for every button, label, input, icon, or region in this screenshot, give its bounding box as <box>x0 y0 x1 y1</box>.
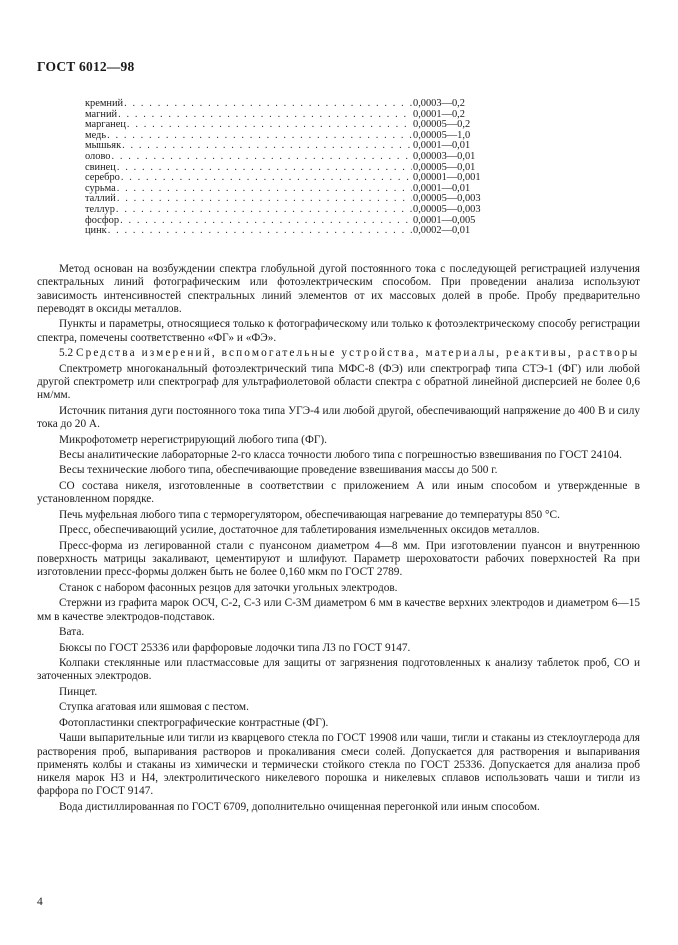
dot-leader <box>117 194 412 205</box>
paragraph-press-form: Пресс-форма из легированной стали с пуансоном диаметром 4—8 мм. При изготовлении пуансон и внутреннюю поверхность матрицы закаливают, цементируют и шлифуют. Параметр шероховатости рабочих поверхностей Ra при изготовлении пресс-формы должен быть не более 0,160 мкм по ГОСТ 2789. <box>37 539 640 579</box>
element-name: сурьма <box>85 182 116 194</box>
section-title: Средства измерений, вспомогательные устройства, материалы, реактивы, растворы <box>75 347 640 360</box>
element-name: олово <box>85 150 111 162</box>
paragraph-caps: Колпаки стеклянные или пластмассовые для защиты от загрязнения подготовленных к анализу таблеток проб, СО и заточенных электродов. <box>37 657 640 683</box>
dot-leader <box>117 163 412 174</box>
paragraph-analytical-scales: Весы аналитические лабораторные 2-го класса точности любого типа с погрешностью взвешивания по ГОСТ 24104. <box>59 448 622 461</box>
element-range: 0,0001—0,2 <box>413 108 465 120</box>
paragraph-tweezers: Пинцет. <box>59 685 98 698</box>
paragraph-reference-materials: СО состава никеля, изготовленные в соответствии с приложением А или иным способом и утвержденные в установленном порядке. <box>37 479 640 506</box>
dot-leader <box>121 173 412 184</box>
element-range: 0,0001—0,01 <box>413 140 471 152</box>
section-heading-5-2 <box>37 347 640 360</box>
element-name: свинец <box>85 161 116 173</box>
element-range-list <box>85 99 505 237</box>
paragraph-water: Вода дистиллированная по ГОСТ 6709, дополнительно очищенная перегонкой или иным способом. <box>59 800 540 813</box>
paragraph-dishes: Чаши выпарительные или тигли из кварцевого стекла по ГОСТ 19908 или чаши, тигли и стаканы из стеклоуглерода для растворения проб, выпаривания растворов и прокаливания смеси солей. Допускается для растворения и выпаривания применять колбы и стаканы из химически и термически стойкого стекла по ГОСТ 25336. Допускается для анализа проб никеля марок Н3 и Н4, электролитического никелевого порошка и никелевых сплавов использовать чаши и тигли из фарфора по ГОСТ 9147. <box>37 732 640 798</box>
element-range: 0,00005—0,01 <box>413 161 476 173</box>
element-range: 0,00005—0,003 <box>413 193 481 205</box>
dot-leader <box>120 216 412 227</box>
element-range: 0,0001—0,01 <box>413 182 471 194</box>
element-name: фосфор <box>85 214 120 226</box>
element-name: медь <box>85 129 107 141</box>
dot-leader <box>127 120 412 131</box>
paragraph-press: Пресс, обеспечивающий усилие, достаточное для таблетирования измельченных оксидов металлов. <box>59 524 540 537</box>
dot-leader <box>118 110 412 121</box>
paragraph-photoplates: Фотопластинки спектрографические контрастные (ФГ). <box>59 716 329 729</box>
dot-leader <box>108 226 412 237</box>
element-range: 0,0002—0,01 <box>413 225 471 237</box>
paragraph-graphite-rods: Стержни из графита марок ОСЧ, С-2, С-3 или С-3М диаметром 6 мм в качестве верхних электродов и диаметром 6—15 мм в качестве электродов-подставок. <box>37 597 640 623</box>
dot-leader <box>117 184 412 195</box>
list-item <box>85 99 505 110</box>
paragraph-mortar: Ступка агатовая или яшмовая с пестом. <box>59 701 249 714</box>
element-range: 0,00003—0,01 <box>413 150 476 162</box>
element-range: 0,0001—0,005 <box>413 214 476 226</box>
paragraph-spectrometer: Спектрометр многоканальный фотоэлектрический типа МФС-8 (ФЭ) или спектрограф типа СТЭ-1 (ФГ) или любой другой спектрометр или спектрограф для ультрафиолетовой области спектра с обратной линейной дисперсией не более 0,6 нм/мм. <box>37 362 640 402</box>
element-range: 0,0003—0,2 <box>413 98 465 109</box>
paragraph-markers: Пункты и параметры, относящиеся только к фотографическому или только к фотоэлектрическому способу регистрации спектра, помечены соответственно «ФГ» и «ФЭ». <box>37 318 640 344</box>
page-header-title: ГОСТ 6012—98 <box>37 59 135 74</box>
element-range: 0,00005—0,2 <box>413 119 471 131</box>
list-item <box>85 152 505 163</box>
paragraph-muffle-furnace: Печь муфельная любого типа с терморегулятором, обеспечивающая нагревание до температуры 850 °С. <box>59 508 560 521</box>
element-name: серебро <box>85 172 120 184</box>
paragraph-cotton: Вата. <box>59 626 85 639</box>
element-range: 0,00005—0,003 <box>413 203 481 215</box>
paragraph-technical-scales: Весы технические любого типа, обеспечивающие проведение взвешивания массы до 500 г. <box>59 464 498 477</box>
element-name: таллий <box>85 193 116 205</box>
element-name: марганец <box>85 119 126 131</box>
paragraph-lathe: Станок с набором фасонных резцов для заточки угольных электродов. <box>59 581 398 594</box>
paragraph-method: Метод основан на возбуждении спектра глобульной дугой постоянного тока с последующей регистрацией излучения спектральных линий фотографическим или фотоэлектрическим способом. При проведении анализа используют зависимость интенсивностей спектральных линий элементов от их массовых долей в пробе. Пробу предварительно переводят в оксиды металлов. <box>37 263 640 315</box>
dot-leader <box>124 99 412 110</box>
element-range: 0,00005—1,0 <box>413 129 471 141</box>
element-name: магний <box>85 108 118 120</box>
list-item <box>85 205 505 216</box>
section-number: 5.2 <box>59 347 74 360</box>
dot-leader <box>122 141 412 152</box>
element-name: теллур <box>85 203 115 215</box>
element-name: цинк <box>85 225 107 237</box>
document-body <box>37 263 640 816</box>
page-number: 4 <box>37 896 43 908</box>
paragraph-power-source: Источник питания дуги постоянного тока типа УГЭ-4 или любой другой, обеспечивающий напряжение до 400 В и силу тока до 20 А. <box>37 404 640 431</box>
paragraph-microphotometer: Микрофотометр нерегистрирующий любого типа (ФГ). <box>59 433 327 446</box>
dot-leader <box>107 131 412 142</box>
list-item <box>85 226 505 237</box>
element-name: кремний <box>85 98 124 109</box>
element-range: 0,00001—0,001 <box>413 172 481 184</box>
paragraph-bottles: Бюксы по ГОСТ 25336 или фарфоровые лодочки типа Л3 по ГОСТ 9147. <box>59 641 411 654</box>
dot-leader <box>116 205 412 216</box>
element-name: мышьяк <box>85 140 122 152</box>
dot-leader <box>111 152 412 163</box>
